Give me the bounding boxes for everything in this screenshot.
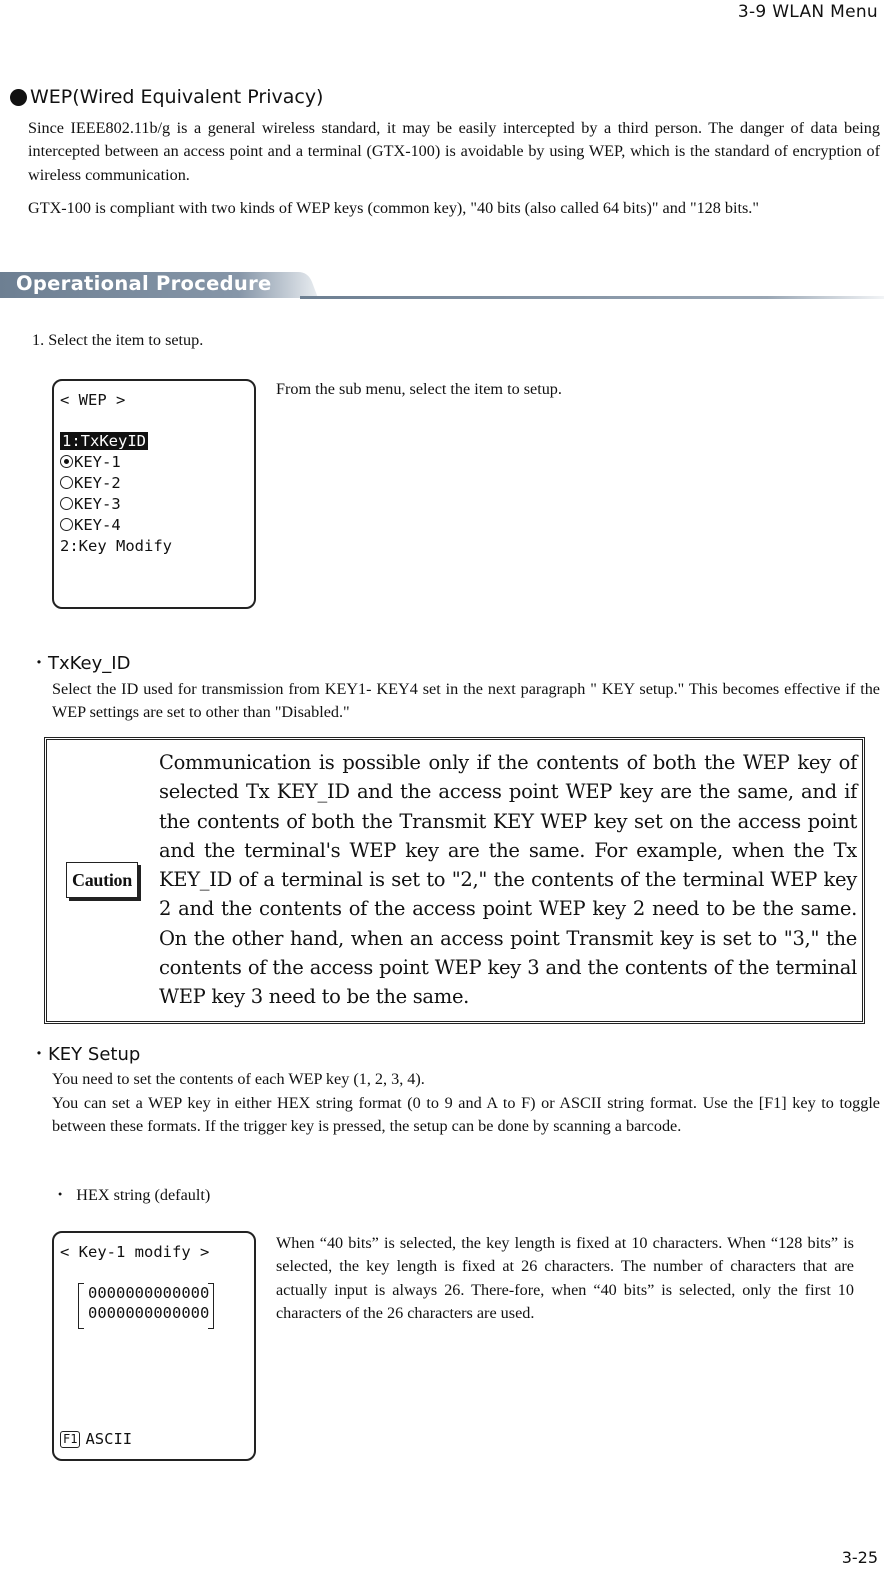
radio-label: KEY-2 [74,474,121,492]
txkey-description: Select the ID used for transmission from KEY1- KEY4 set in the next paragraph " KEY setup." This becomes effective if the WEP settings are set to other than "Disabled." [52,680,880,722]
radio-option-key4[interactable] [60,516,121,534]
f1-label: ASCII [85,1430,133,1448]
caution-badge: Caution [66,862,138,898]
radio-label: KEY-4 [74,516,121,534]
screen-title: < Key-1 modify > [60,1243,210,1261]
page-header: 3-9 WLAN Menu [737,2,878,22]
operational-procedure-banner [0,268,884,304]
lcd-screen-key-modify [52,1231,256,1461]
txkey-heading: ・TxKey_ID [30,653,131,674]
f1-toggle[interactable] [60,1430,132,1448]
radio-icon [60,518,73,531]
key-setup-line-2: You can set a WEP key in either HEX string format (0 to 9 and A to F) or ASCII string format. Use the [F1] key to toggle between these formats. If the trigger key is pressed, the setup can be done by scanning a barcode. [52,1094,880,1136]
radio-label: KEY-3 [74,495,121,513]
wep-heading-text: WEP(Wired Equivalent Privacy) [30,86,324,108]
selected-item-label: 1:TxKeyID [62,432,146,450]
menu-item-txkeyid[interactable] [60,432,148,450]
radio-icon [60,476,73,489]
radio-option-key2[interactable] [60,474,121,492]
radio-icon [60,497,73,510]
radio-option-key1[interactable] [60,453,121,471]
radio-label: KEY-1 [74,453,121,471]
step-1-description: From the sub menu, select the item to setup. [276,380,562,398]
bullet-dot-icon [10,89,27,106]
key-value-line-1: 0000000000000 [88,1284,210,1302]
wep-heading [10,86,323,108]
page-number: 3-25 [841,1548,878,1567]
wep-paragraph-2: GTX-100 is compliant with two kinds of WEP keys (common key), "40 bits (also called 64 bits)" and "128 bits." [28,199,759,217]
menu-item-key-modify[interactable]: 2:Key Modify [60,537,172,555]
caution-box [44,737,865,1024]
screen-title: < WEP > [60,391,126,409]
key-value-line-2: 0000000000000 [88,1304,210,1322]
hex-string-bullet: ・ HEX string (default) [52,1186,211,1204]
key-length-note: When “40 bits” is selected, the key length is fixed at 10 characters. When “128 bits” is selected, the key length is fixed at 26 characters. The number of characters that are actually input is always 26. There-fore, when “40 bits” is selected, only the first 10 characters of the 26 characters are used. [276,1234,854,1323]
wep-paragraph-1: Since IEEE802.11b/g is a general wireless standard, it may be easily intercepted by a third person. The danger of data being intercepted between an access point and a terminal (GTX-100) is avoidable by using WEP, which is the standard of encryption of wireless communication. [28,119,880,184]
f1-key-icon: F1 [60,1431,80,1448]
banner-title: Operational Procedure [16,272,272,295]
key-setup-line-1: You need to set the contents of each WEP key (1, 2, 3, 4). [52,1070,425,1088]
key-setup-heading: ・KEY Setup [30,1044,141,1065]
step-1: 1. Select the item to setup. [32,331,204,349]
lcd-screen-wep [52,379,256,609]
caution-text: Communication is possible only if the contents of both the WEP key of selected Tx KEY_ID and the access point WEP key are the same, and if the contents of both the Transmit KEY WEP key set on the access point and the terminal's WEP key are the same. For example, when the Tx KEY_ID of a terminal is set to "2," the contents of the terminal WEP key 2 and the contents of the access point WEP key 2 need to be the same. On the other hand, when an access point Transmit key is set to "3," the contents of the access point WEP key 3 and the contents of the terminal WEP key 3 need to be the same. [159,751,857,1008]
radio-selected-icon [60,455,73,468]
radio-option-key3[interactable] [60,495,121,513]
